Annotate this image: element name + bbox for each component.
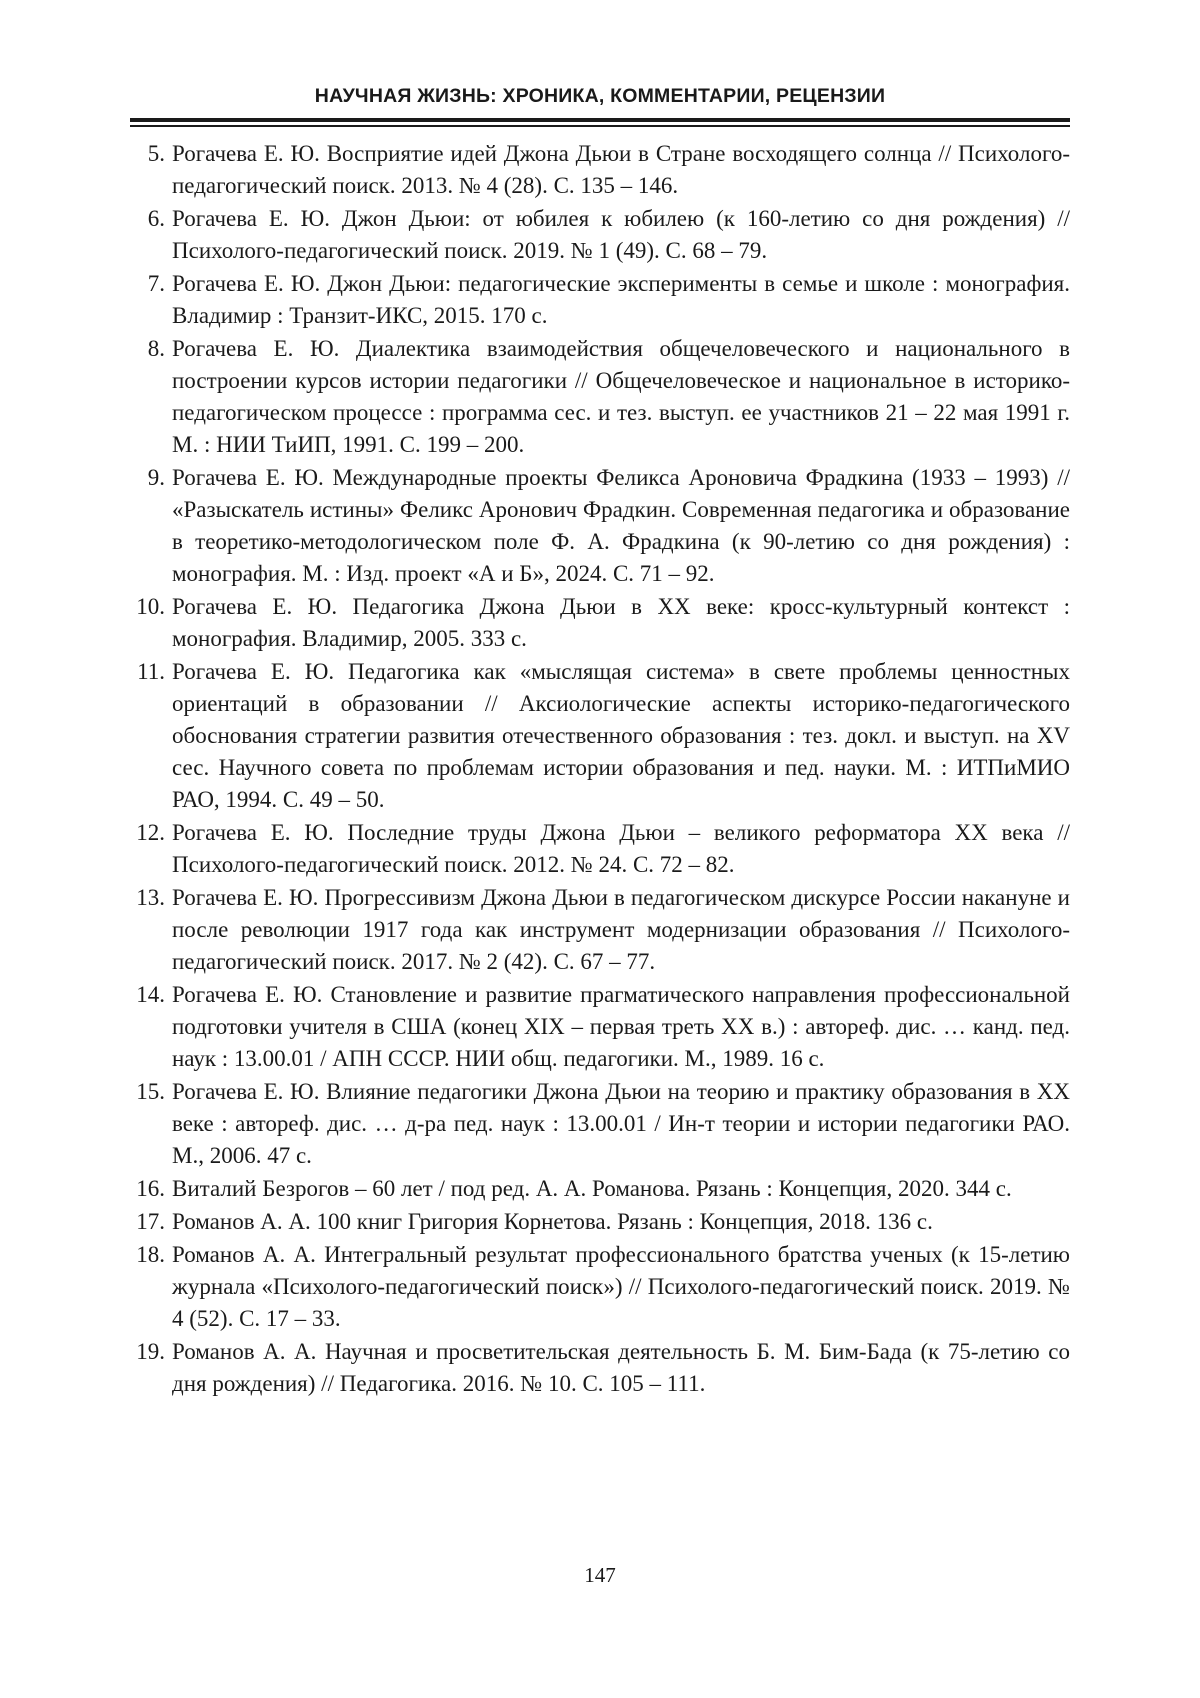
- reference-item: [130, 1336, 1070, 1400]
- reference-number: 18.: [130, 1239, 172, 1335]
- reference-number: 16.: [130, 1173, 172, 1205]
- reference-text: Рогачева Е. Ю. Влияние педагогики Джона Дьюи на теорию и практику образо­вания в XX веке : автореф. дис. … д-ра пед. наук : 13.00.01 / Ин-т теории и истории педагогики РАО. М., 2006. 47 с.: [172, 1076, 1070, 1172]
- page-number: 147: [0, 1562, 1200, 1588]
- header-rule-thin: [130, 125, 1070, 127]
- reference-text: Рогачева Е. Ю. Прогрессивизм Джона Дьюи в педагогическом дискурсе России накануне и после революции 1917 года как инструмент модернизации образо­вания // Психолого-педагогический поиск. 2017. № 2 (42). С. 67 – 77.: [172, 882, 1070, 978]
- reference-number: 5.: [130, 138, 172, 202]
- reference-item: [130, 138, 1070, 202]
- reference-text: Романов А. А. Научная и просветительская деятельность Б. М. Бим-Бада (к 75-летию со дня рождения) // Педагогика. 2016. № 10. С. 105 – 111.: [172, 1336, 1070, 1400]
- reference-item: [130, 882, 1070, 978]
- reference-item: [130, 268, 1070, 332]
- reference-item: [130, 333, 1070, 461]
- reference-text: Рогачева Е. Ю. Джон Дьюи: педагогические эксперименты в семье и школе : монография. Владимир : Транзит-ИКС, 2015. 170 с.: [172, 268, 1070, 332]
- reference-number: 10.: [130, 591, 172, 655]
- header-rule-thick: [130, 118, 1070, 122]
- reference-item: [130, 979, 1070, 1075]
- reference-text: Рогачева Е. Ю. Международные проекты Феликса Ароновича Фрадкина (1933 – 1993) // «Разыскатель истины» Феликс Аронович Фрадкин. Современная педа­гогика и образование в теоретико-методологическом поле Ф. А. Фрадкина (к 90-летию со дня рождения) : монография. М. : Изд. проект «А и Б», 2024. С. 71 – 92.: [172, 462, 1070, 590]
- reference-item: [130, 1173, 1070, 1205]
- reference-item: [130, 1206, 1070, 1238]
- running-header: НАУЧНАЯ ЖИЗНЬ: ХРОНИКА, КОММЕНТАРИИ, РЕЦЕНЗИИ: [130, 84, 1070, 108]
- reference-number: 19.: [130, 1336, 172, 1400]
- reference-item: [130, 656, 1070, 816]
- reference-number: 15.: [130, 1076, 172, 1172]
- reference-number: 7.: [130, 268, 172, 332]
- reference-text: Рогачева Е. Ю. Последние труды Джона Дьюи – великого реформатора XX века // Психолого-педагогический поиск. 2012. № 24. С. 72 – 82.: [172, 817, 1070, 881]
- reference-number: 11.: [130, 656, 172, 816]
- reference-item: [130, 1239, 1070, 1335]
- reference-text: Рогачева Е. Ю. Джон Дьюи: от юбилея к юбилею (к 160-летию со дня рождения) // Психолого-педагогический поиск. 2019. № 1 (49). С. 68 – 79.: [172, 203, 1070, 267]
- reference-text: Рогачева Е. Ю. Педагогика Джона Дьюи в XX веке: кросс-культурный контекст : монография. Владимир, 2005. 333 с.: [172, 591, 1070, 655]
- reference-item: [130, 591, 1070, 655]
- reference-number: 9.: [130, 462, 172, 590]
- reference-number: 6.: [130, 203, 172, 267]
- reference-list: [130, 138, 1070, 1401]
- reference-text: Виталий Безрогов – 60 лет / под ред. А. А. Романова. Рязань : Концепция, 2020. 344 с.: [172, 1173, 1070, 1205]
- reference-number: 17.: [130, 1206, 172, 1238]
- reference-text: Романов А. А. Интегральный результат профессионального братства ученых (к 15-летию журнала «Психолого-педагогический поиск») // Психолого-педа­гогический поиск. 2019. № 4 (52). С. 17 – 33.: [172, 1239, 1070, 1335]
- reference-text: Рогачева Е. Ю. Педагогика как «мыслящая система» в свете проблемы ценност­ных ориентаций в образовании // Аксиологические аспекты историко-педаго­гического обоснования стратегии развития отечественного образования : тез. докл. и выступ. на XV сес. Научного совета по проблемам истории образования и пед. науки. М. : ИТПиМИО РАО, 1994. С. 49 – 50.: [172, 656, 1070, 816]
- reference-number: 14.: [130, 979, 172, 1075]
- reference-text: Рогачева Е. Ю. Становление и развитие прагматического направления профес­сиональной подготовки учителя в США (конец XIX – первая треть XX в.) : ав­тореф. дис. … канд. пед. наук : 13.00.01 / АПН СССР. НИИ общ. педагогики. М., 1989. 16 с.: [172, 979, 1070, 1075]
- reference-item: [130, 462, 1070, 590]
- reference-text: Романов А. А. 100 книг Григория Корнетова. Рязань : Концепция, 2018. 136 с.: [172, 1206, 1070, 1238]
- reference-text: Рогачева Е. Ю. Диалектика взаимодействия общечеловеческого и националь­ного в построении курсов истории педагогики // Общечеловеческое и нацио­нальное в историко-педагогическом процессе : программа сес. и тез. выступ. ее участников 21 – 22 мая 1991 г. М. : НИИ ТиИП, 1991. С. 199 – 200.: [172, 333, 1070, 461]
- reference-number: 8.: [130, 333, 172, 461]
- reference-item: [130, 1076, 1070, 1172]
- reference-text: Рогачева Е. Ю. Восприятие идей Джона Дьюи в Стране восходящего солнца // Психолого-педагогический поиск. 2013. № 4 (28). С. 135 – 146.: [172, 138, 1070, 202]
- reference-number: 12.: [130, 817, 172, 881]
- reference-item: [130, 203, 1070, 267]
- reference-number: 13.: [130, 882, 172, 978]
- reference-item: [130, 817, 1070, 881]
